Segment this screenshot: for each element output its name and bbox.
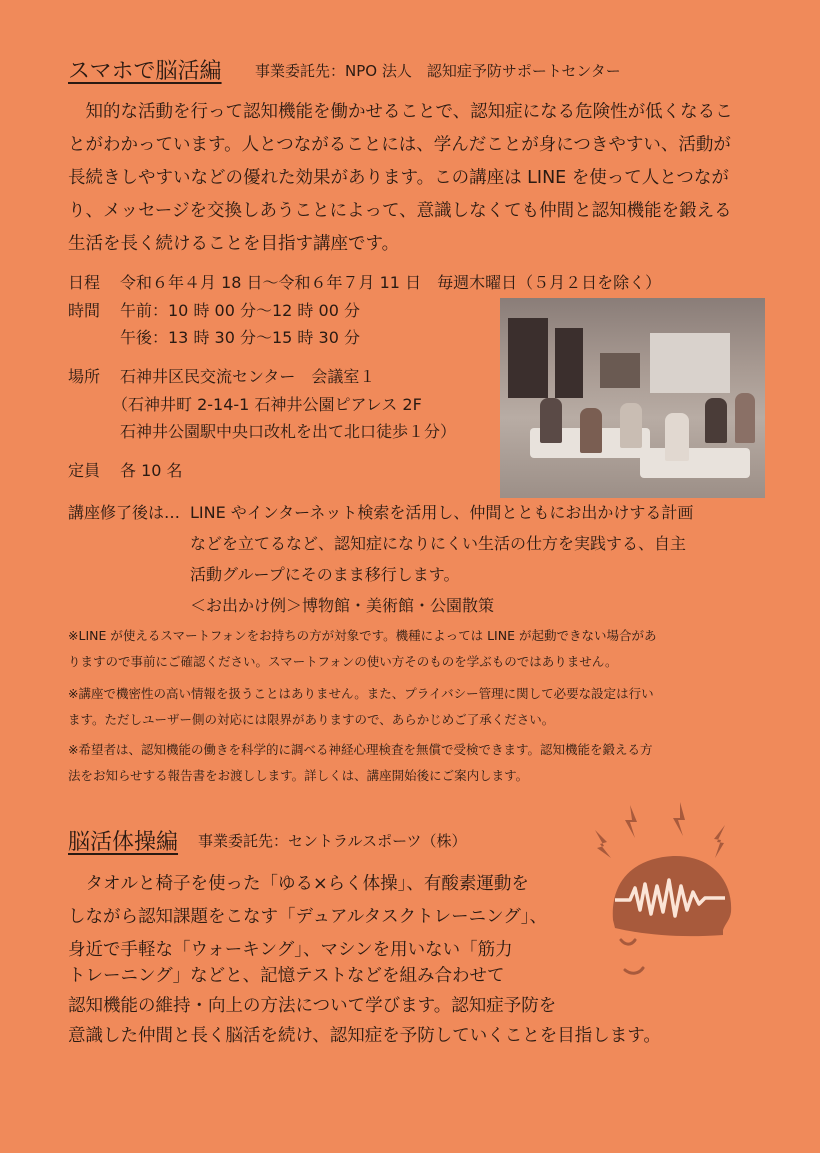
time-pm: 午後：13 時 30 分～15 時 30 分: [120, 328, 360, 347]
intro-line: 知的な活動を行って認知機能を働かせることで、認知症になる危険性が低くなるこ: [68, 102, 733, 122]
section2-line: トレーニング」などと、記憶テストなどを組み合わせて: [68, 966, 505, 986]
outing-examples: ＜お出かけ例＞博物館・美術館・公園散策: [190, 596, 495, 615]
intro-line: 生活を長く続けることを目指す講座です。: [68, 234, 400, 254]
seminar-photo: [500, 298, 765, 498]
capacity-value: 各 10 名: [120, 461, 183, 480]
intro-line: とがわかっています。人とつながることには、学んだことが身につきやすい、活動が: [68, 135, 731, 155]
section2-line: 身近で手軽な「ウォーキング」、マシンを用いない「筋力: [68, 940, 513, 960]
section1-subtitle: 事業委託先：NPO 法人 認知症予防サポートセンター: [255, 62, 621, 80]
note-line: りますので事前にご確認ください。スマートフォンの使い方そのものを学ぶものではありません。: [68, 654, 618, 669]
note-line: 法をお知らせする報告書をお渡しします。詳しくは、講座開始後にご案内します。: [68, 768, 529, 783]
place-address: （石神井町 2-14-1 石神井公園ピアレス 2F: [112, 395, 422, 414]
intro-line: り、メッセージを交換しあうことによって、意識しなくても仲間と認知機能を鍛える: [68, 201, 732, 221]
section2-subtitle: 事業委託先：セントラルスポーツ（株）: [198, 832, 467, 850]
section2-line: タオルと椅子を使った「ゆる×らく体操」、有酸素運動を: [68, 874, 529, 894]
time-label: 時間: [68, 301, 101, 320]
note-line: ※講座で機密性の高い情報を扱うことはありません。また、プライバシー管理に関して必要な設定は行い: [68, 686, 654, 701]
section2-line: 認知機能の維持・向上の方法について学びます。認知症予防を: [68, 996, 557, 1016]
section2-line: しながら認知課題をこなす「デュアルタスクトレーニング」、: [68, 907, 547, 927]
place-label: 場所: [68, 367, 101, 386]
note-line: ※希望者は、認知機能の働きを科学的に調べる神経心理検査を無償で受検できます。認知機能を鍛える方: [68, 742, 653, 757]
brain-activity-icon: [585, 800, 745, 1000]
place-name: 石神井区民交流センター 会議室１: [120, 367, 376, 386]
after-line: などを立てるなど、認知症になりにくい生活の仕方を実践する、自主: [190, 534, 687, 553]
note-line: ます。ただしユーザー側の対応には限界がありますので、あらかじめご了承ください。: [68, 712, 555, 727]
after-line: LINE やインターネット検索を活用し、仲間とともにお出かけする計画: [190, 503, 694, 522]
schedule-label: 日程: [68, 273, 101, 292]
after-line: 活動グループにそのまま移行します。: [190, 565, 460, 584]
schedule-value: 令和６年４月 18 日～令和６年７月 11 日 毎週木曜日（５月２日を除く）: [120, 273, 662, 292]
place-access: 石神井公園駅中央口改札を出て北口徒歩１分）: [120, 422, 457, 441]
section2-line: 意識した仲間と長く脳活を続け、認知症を予防していくことを目指します。: [68, 1026, 661, 1046]
note-line: ※LINE が使えるスマートフォンをお持ちの方が対象です。機種によっては LINE が起動できない場合があ: [68, 628, 657, 643]
section1-title: スマホで脳活編: [68, 59, 222, 84]
capacity-label: 定員: [68, 461, 101, 480]
time-am: 午前：10 時 00 分～12 時 00 分: [120, 301, 360, 320]
after-label: 講座修了後は…: [68, 503, 181, 522]
section2-title: 脳活体操編: [68, 830, 179, 855]
intro-line: 長続きしやすいなどの優れた効果があります。この講座は LINE を使って人とつなが: [68, 168, 729, 188]
